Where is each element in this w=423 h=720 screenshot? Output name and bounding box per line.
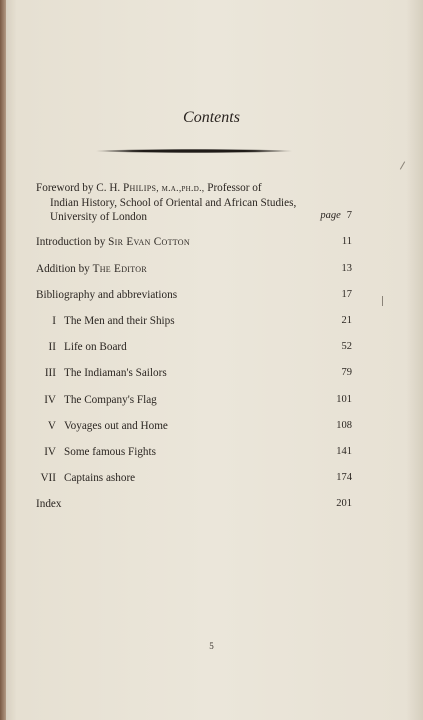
chapter-number: V xyxy=(47,420,56,432)
toc-chapter xyxy=(36,393,352,407)
chapter-number: IV xyxy=(44,394,56,406)
chapter-number: VII xyxy=(40,472,56,484)
page-number: 79 xyxy=(341,367,352,378)
page-number: 17 xyxy=(341,289,352,300)
foreword-page-number: page 7 xyxy=(320,210,352,221)
page-number: 108 xyxy=(336,420,352,431)
toc-chapter xyxy=(36,419,352,433)
page-number: 174 xyxy=(336,472,352,483)
toc-chapter xyxy=(36,445,352,459)
folio-page-number: 5 xyxy=(209,641,214,651)
chapter-title: The Men and their Ships xyxy=(64,315,175,327)
toc-entry-introduction: Introduction by Sir Evan Cotton 11 xyxy=(36,236,352,248)
page-number: 101 xyxy=(336,394,352,405)
toc-entry-foreword xyxy=(36,181,352,223)
foreword-line-3: University of London xyxy=(50,211,147,223)
chapter-title: The Indiaman's Sailors xyxy=(64,367,167,379)
toc-chapter xyxy=(36,314,352,328)
page-number: 141 xyxy=(336,446,352,457)
toc-chapter xyxy=(36,340,352,354)
title-ornament-rule xyxy=(96,149,292,153)
foreword-title: Professor of xyxy=(204,182,262,194)
toc-entry-index: Index 201 xyxy=(36,498,352,510)
chapter-title: Some famous Fights xyxy=(64,446,156,458)
chapter-title: Life on Board xyxy=(64,341,127,353)
chapter-number: II xyxy=(48,341,56,353)
page-number: 13 xyxy=(341,263,352,274)
foreword-line-1 xyxy=(36,181,352,196)
toc-entry-bibliography: Bibliography and abbreviations 17 xyxy=(36,289,352,301)
foreword-prefix: Foreword by C. H. xyxy=(36,182,124,194)
page-label: page xyxy=(320,210,341,221)
toc-chapter xyxy=(36,366,352,380)
page-title: Contents xyxy=(183,109,240,126)
chapter-number: I xyxy=(52,315,56,327)
foreword-line-2: Indian History, School of Oriental and African Studies, xyxy=(50,197,297,209)
paper-mark xyxy=(400,161,405,169)
page-number: 21 xyxy=(341,315,352,326)
foreword-degrees: , m.a.,ph.d., xyxy=(156,184,205,194)
foreword-author: Philips xyxy=(123,182,157,194)
page-number: 52 xyxy=(341,341,352,352)
toc-entry-addition: Addition by The Editor 13 xyxy=(36,263,352,275)
chapter-title: The Company's Flag xyxy=(64,394,157,406)
chapter-number: IV xyxy=(44,446,56,458)
page-number: 201 xyxy=(336,498,352,509)
chapter-title: Captains ashore xyxy=(64,472,136,484)
page-gutter xyxy=(0,0,6,720)
chapter-number: III xyxy=(44,367,56,379)
page-number: 11 xyxy=(341,236,352,247)
toc-chapter xyxy=(36,471,352,485)
chapter-title: Voyages out and Home xyxy=(64,420,168,432)
paper-mark xyxy=(382,296,383,306)
